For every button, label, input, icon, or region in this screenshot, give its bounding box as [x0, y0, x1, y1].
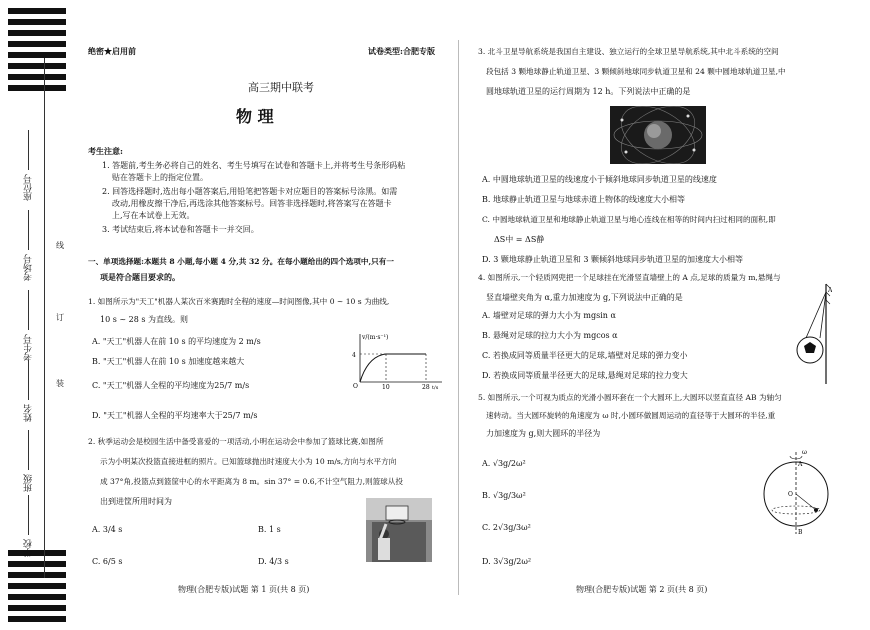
- q1-vt-graph: [346, 330, 446, 390]
- graph-origin: O: [353, 383, 358, 390]
- class-label: 班级: [22, 430, 35, 492]
- q2-option-b: B. 1 s: [258, 525, 281, 534]
- name-label: 姓名: [22, 360, 35, 422]
- q2-option-a: A. 3/4 s: [92, 525, 123, 534]
- q4-option-a: A. 墙壁对足球的弹力大小为 mgsin α: [482, 311, 616, 320]
- binding-line: [44, 58, 45, 578]
- exam-room-label: 考场号: [22, 210, 35, 281]
- q3-option-d: D. 3 颗地球静止轨道卫星和 3 颗倾斜地球同步轨道卫星的加速度大小相等: [482, 255, 744, 264]
- q1-stem: 10 s ~ 28 s 为直线。则: [100, 315, 188, 324]
- q5-option-a: A. √3g/2ω²: [482, 459, 526, 468]
- q1-option-b: B. "天工"机器人在前 10 s 加速度越来越大: [92, 357, 245, 366]
- q3-option-b: B. 地球静止轨道卫星与地球赤道上物体的线速度大小相等: [482, 195, 685, 204]
- q4-option-b: B. 悬绳对足球的拉力大小为 mgcos α: [482, 331, 618, 340]
- binding-bind-char: 装: [56, 379, 64, 388]
- q1-option-c: C. "天工"机器人全程的平均速度为25/7 m/s: [92, 381, 250, 390]
- paper-type: 试卷类型:合肥专版: [368, 46, 435, 56]
- student-number-label: 考生号: [22, 290, 35, 361]
- q4-label-a: A: [828, 287, 832, 294]
- seat-label: 座位号: [22, 130, 35, 201]
- q2-stem: 出到进筐所用时间为: [100, 497, 172, 506]
- q4-option-d: D. 若换成同等质量半径更大的足球,悬绳对足球的拉力变大: [482, 371, 688, 380]
- notice-line: 贴在答题卡上的指定位置。: [112, 173, 208, 182]
- section-heading-cont: 项是符合题目要求的。: [100, 272, 180, 282]
- q3-option-c: C. 中圆地球轨道卫星和地球静止轨道卫星与地心连线在相等的时间内扫过相同的面积,即: [482, 215, 776, 224]
- page-divider: [458, 40, 459, 595]
- graph-ylabel: v/(m·s⁻¹): [362, 334, 389, 341]
- q4-football-diagram: [788, 282, 832, 386]
- notice-line: 3. 考试结束后,将本试卷和答题卡一并交回。: [102, 225, 259, 234]
- binding-stripes-top: [8, 8, 66, 96]
- q5-label-b: B: [798, 529, 803, 536]
- q5-ring-diagram: [760, 446, 832, 538]
- q5-option-b: B. √3g/3ω²: [482, 491, 526, 500]
- q2-stem: 成 37°角,投篮点到篮筐中心的水平距离为 8 m。sin 37° = 0.6,不计空气阻力,则篮球从投: [100, 477, 403, 486]
- q3-option-c-formula: ΔS中 = ΔS静: [494, 235, 545, 244]
- q4-option-c: C. 若换成同等质量半径更大的足球,墙壁对足球的弹力变小: [482, 351, 688, 360]
- q1-stem: 1. 如图所示为"天工"机器人某次百米赛跑时全程的速度—时间图像,其中 0 ~ 10 s 为曲线,: [88, 297, 390, 306]
- page-2: [476, 0, 846, 630]
- q2-stem: 2. 秋季运动会是校园生活中备受喜爱的一项活动,小明在运动会中参加了篮球比赛,如图所: [88, 437, 384, 446]
- q1-option-d: D. "天工"机器人全程的平均速率大于25/7 m/s: [92, 411, 258, 420]
- footer-page-2: 物理(合肥专版)试题 第 2 页(共 8 页): [576, 585, 708, 594]
- q5-option-c: C. 2√3g/3ω²: [482, 523, 531, 532]
- q2-basketball-photo: [366, 498, 432, 562]
- binding-stripes-bottom: [8, 550, 66, 627]
- graph-xunit: t/s: [432, 385, 439, 390]
- binding-line-char: 线: [56, 241, 64, 250]
- q5-label-o: O: [788, 491, 793, 498]
- subject-title: 物 理: [236, 107, 274, 126]
- notice-line: 2. 回答选择题时,选出每小题答案后,用铅笔把答题卡对应题目的答案标号涂黑。如需: [102, 187, 398, 196]
- q5-stem: 力加速度为 g,则大圆环的半径为: [486, 429, 601, 438]
- q2-option-c: C. 6/5 s: [92, 557, 123, 566]
- q3-satellite-image: [610, 106, 706, 164]
- exam-name: 高三期中联考: [248, 81, 314, 94]
- notice-title: 考生注意:: [88, 146, 123, 156]
- q3-option-a: A. 中圆地球轨道卫星的线速度小于倾斜地球同步轨道卫星的线速度: [482, 175, 717, 184]
- graph-tick: 4: [352, 352, 356, 359]
- footer-page-1: 物理(合肥专版)试题 第 1 页(共 8 页): [178, 585, 310, 594]
- notice-line: 改动,用橡皮擦干净后,再选涂其他答案标号。回答非选择题时,将答案写在答题卡: [112, 199, 392, 208]
- secret-mark: 绝密★启用前: [88, 46, 136, 56]
- q5-stem: 5. 如图所示,一个可视为质点的光滑小圆环套在一个大圆环上,大圆环以竖直直径 AB 为轴匀: [478, 393, 782, 402]
- q4-stem: 4. 如图所示,一个轻质网兜把一个足球挂在光滑竖直墙壁上的 A 点,足球的质量为 m,悬绳与: [478, 273, 781, 282]
- binding-order-char: 订: [56, 313, 64, 322]
- q3-stem: 3. 北斗卫星导航系统是我国自主建设、独立运行的全球卫星导航系统,其中北斗系统的空间: [478, 47, 779, 56]
- q5-label-a: A: [798, 461, 803, 468]
- q2-option-d: D. 4/3 s: [258, 557, 289, 566]
- school-label: 学校: [22, 495, 35, 557]
- q5-option-d: D. 3√3g/2ω²: [482, 557, 532, 566]
- page-1: [78, 0, 448, 630]
- notice-line: 上,写在本试卷上无效。: [112, 211, 195, 220]
- q1-option-a: A. "天工"机器人在前 10 s 的平均速度为 2 m/s: [92, 337, 261, 346]
- q3-stem: 段包括 3 颗地球静止轨道卫星、3 颗倾斜地球同步轨道卫星和 24 颗中圆地球轨道卫星,中: [486, 67, 786, 76]
- q5-stem: 速转动。当大圆环旋转的角速度为 ω 时,小圆环做圆周运动的直径等于大圆环的半径,重: [486, 411, 776, 420]
- q4-stem: 竖直墙壁夹角为 α,重力加速度为 g,下列说法中正确的是: [486, 293, 683, 302]
- q5-label-omega: ω: [802, 449, 807, 456]
- graph-tick: 28: [422, 384, 430, 390]
- q2-stem: 示为小明某次投篮直接进框的照片。已知篮球抛出时速度大小为 10 m/s,方向与水平方向: [100, 457, 397, 466]
- graph-tick: 10: [382, 384, 390, 390]
- q3-stem: 圆地球轨道卫星的运行周期为 12 h。下列说法中正确的是: [486, 87, 691, 96]
- section-heading: 一、单项选择题:本题共 8 小题,每小题 4 分,共 32 分。在每小题给出的四个选项中,只有一: [88, 257, 394, 266]
- notice-line: 1. 答题前,考生务必将自己的姓名、考生号填写在试卷和答题卡上,并将考生号条形码粘: [102, 161, 406, 170]
